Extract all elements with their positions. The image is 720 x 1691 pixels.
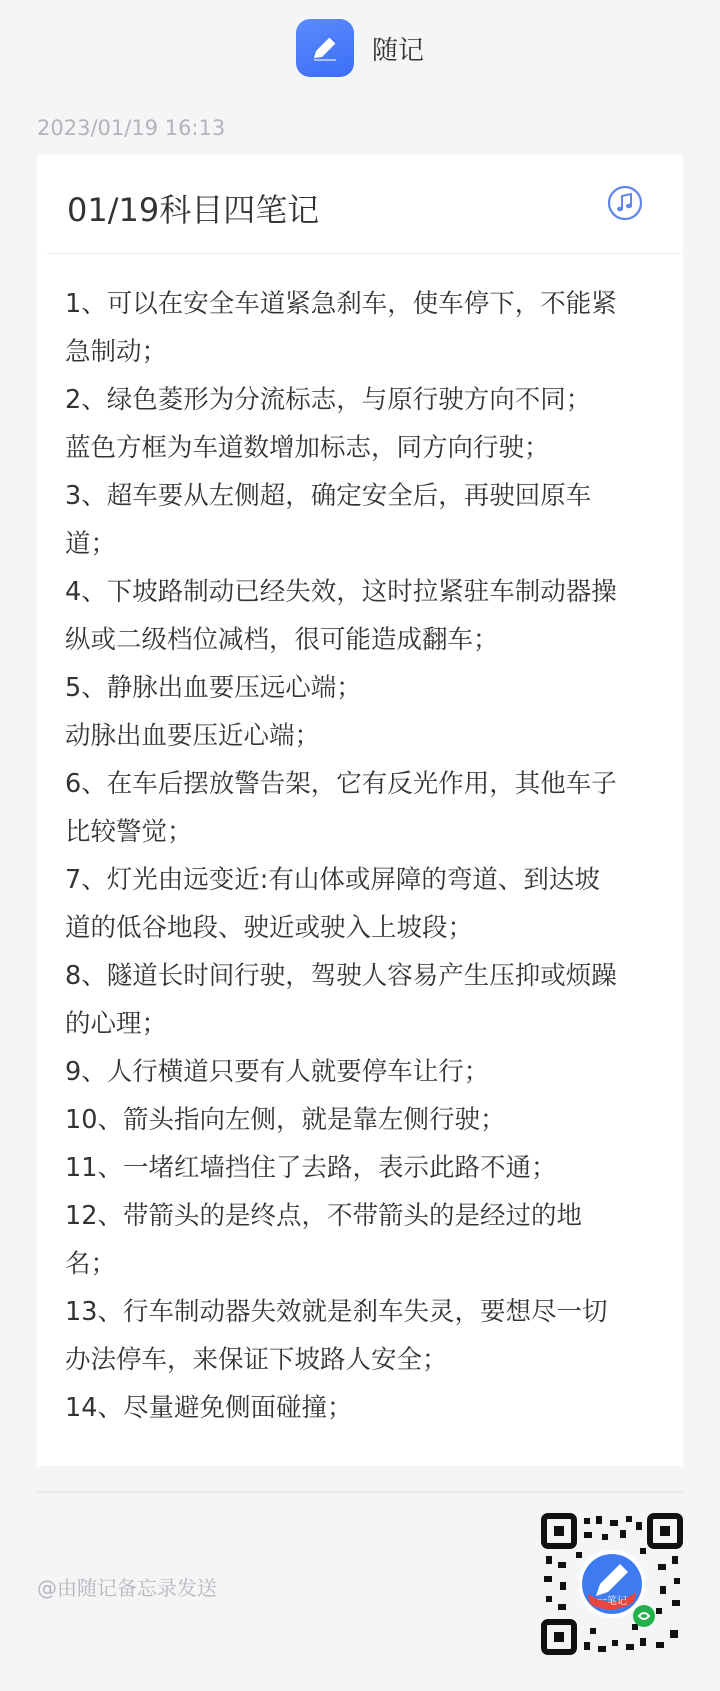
note-line: 12、带箭头的是终点，不带箭头的是经过的地 [65, 1201, 582, 1231]
app-icon[interactable] [296, 19, 354, 77]
note-line: 10、箭头指向左侧，就是靠左侧行驶； [65, 1105, 506, 1135]
note-card [37, 155, 683, 1466]
qr-logo-label: 一笔记 [597, 1596, 627, 1607]
note-line: 比较警觉； [65, 817, 193, 847]
note-line: 14、尽量避免侧面碰撞； [65, 1393, 353, 1423]
note-line: 道的低谷地段、驶近或驶入上坡段； [65, 913, 474, 943]
pencil-icon [308, 31, 342, 65]
note-timestamp: 2023/01/19 16:13 [37, 116, 226, 140]
note-line: 9、人行横道只要有人就要停车让行； [65, 1057, 490, 1087]
note-line: 急制动； [65, 337, 168, 367]
note-line: 道； [65, 529, 117, 559]
app-name: 随记 [371, 35, 424, 66]
note-line: 8、隧道长时间行驶，驾驶人容易产生压抑或烦躁 [65, 961, 617, 991]
note-body [65, 280, 660, 1432]
note-title: 01/19科目四笔记 [67, 191, 320, 229]
title-divider [47, 253, 681, 254]
note-line: 2、绿色菱形为分流标志，与原行驶方向不同； [65, 385, 592, 415]
note-line: 4、下坡路制动已经失效，这时拉紧驻车制动器操 [65, 577, 617, 607]
note-line: 1、可以在安全车道紧急刹车，使车停下，不能紧 [65, 289, 617, 319]
note-line: 的心理； [65, 1009, 168, 1039]
note-line: 7、灯光由远变近:有山体或屏障的弯道、到达坡 [65, 865, 600, 895]
music-note-icon[interactable] [607, 185, 643, 221]
note-line: 蓝色方框为车道数增加标志，同方向行驶； [65, 433, 550, 463]
note-line: 办法停车，来保证下坡路人安全； [65, 1345, 448, 1375]
footer-divider [37, 1491, 683, 1493]
note-line: 3、超车要从左侧超，确定安全后，再驶回原车 [65, 481, 592, 511]
note-line: 6、在车后摆放警告架，它有反光作用，其他车子 [65, 769, 617, 799]
note-line: 纵或二级档位减档，很可能造成翻车； [65, 625, 499, 655]
app-header [0, 18, 720, 78]
note-line: 11、一堵红墙挡住了去路，表示此路不通； [65, 1153, 557, 1183]
qr-code-icon[interactable] [540, 1512, 684, 1656]
footer-sent-text: @由随记备忘录发送 [37, 1576, 217, 1600]
note-line: 13、行车制动器失效就是刹车失灵，要想尽一切 [65, 1297, 608, 1327]
note-line: 动脉出血要压近心端； [65, 721, 321, 751]
note-line: 5、静脉出血要压远心端； [65, 673, 362, 703]
note-line: 名； [65, 1249, 117, 1279]
